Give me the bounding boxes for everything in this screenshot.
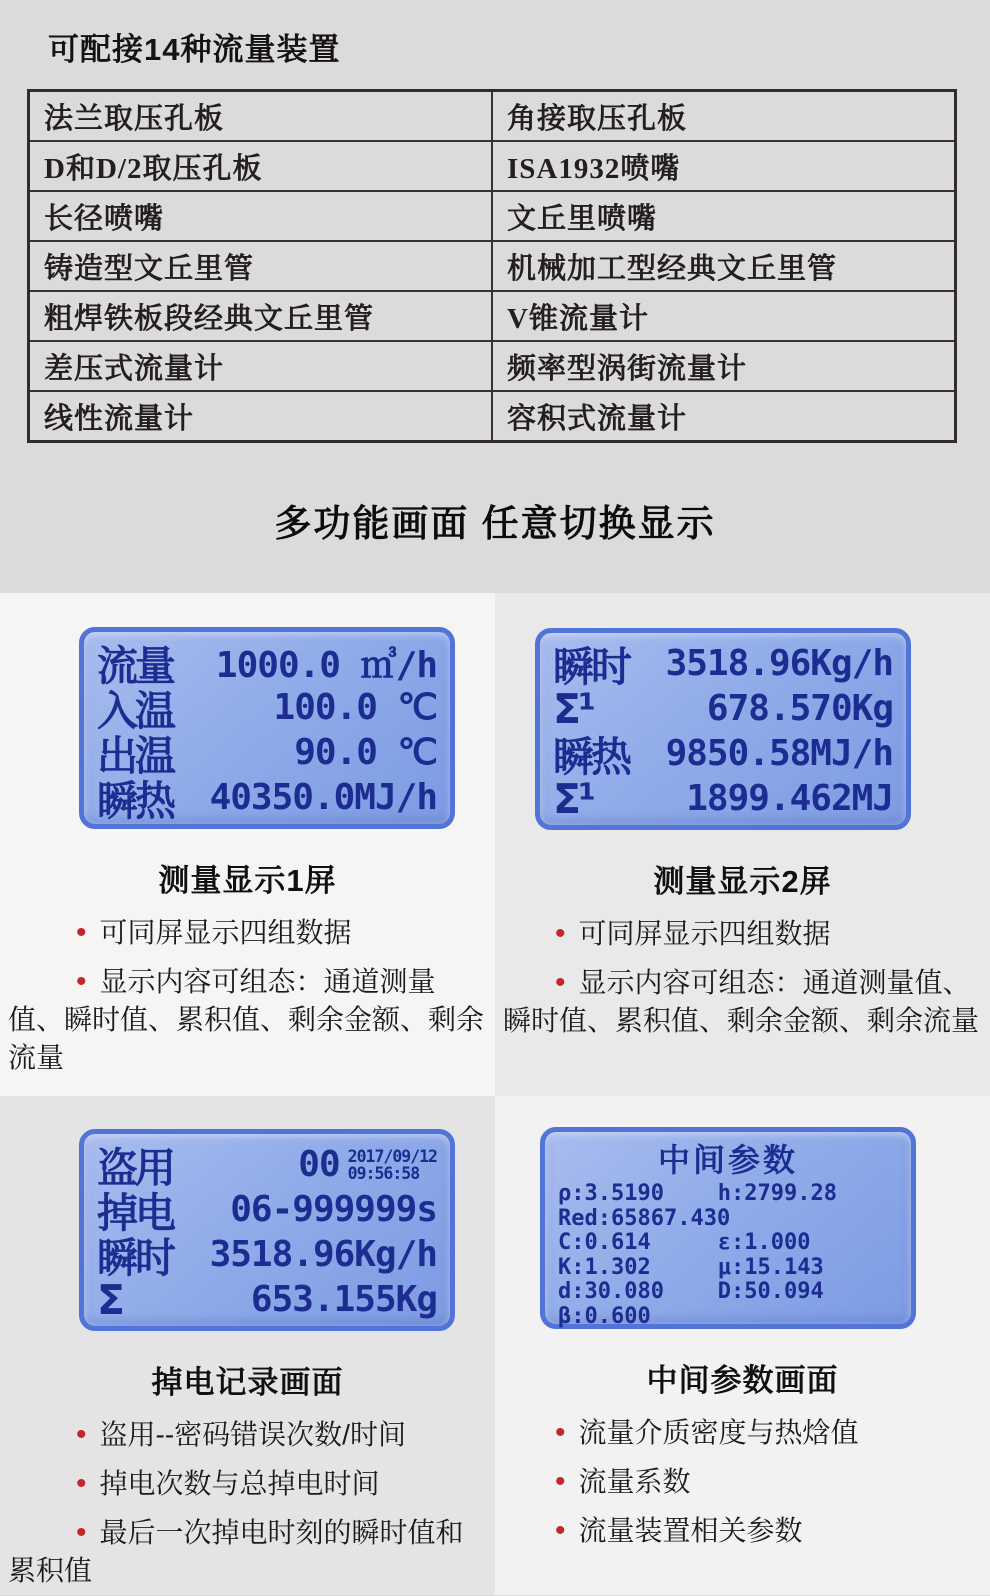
lcd-label: 瞬时 — [553, 643, 629, 691]
panel-measure-screen-2 — [495, 593, 990, 1096]
bullet-dot-icon: • — [555, 1465, 566, 1498]
device-cell: 长径喷嘴 — [29, 191, 493, 241]
device-cell: ISA1932喷嘴 — [492, 141, 956, 191]
list-item — [8, 1465, 489, 1503]
lcd-param: ρ:3.5190 — [558, 1181, 664, 1206]
device-cell: 角接取压孔板 — [492, 91, 956, 142]
lcd-row — [558, 1231, 898, 1256]
lcd-label: Σ¹ — [553, 684, 593, 733]
device-cell: 法兰取压孔板 — [29, 91, 493, 142]
device-cell: 容积式流量计 — [492, 391, 956, 442]
lcd-label: 瞬热 — [97, 777, 173, 825]
device-cell: 粗焊铁板段经典文丘里管 — [29, 291, 493, 341]
lcd-row — [553, 641, 893, 691]
table-row — [29, 141, 956, 191]
lcd-label: 入温 — [97, 687, 173, 735]
lcd-param: K:1.302 — [558, 1254, 651, 1280]
device-cell: 文丘里喷嘴 — [492, 191, 956, 241]
lcd-value: 678.570Kg — [706, 688, 893, 729]
bullet-text: 流量介质密度与热焓值 — [578, 1417, 859, 1448]
bullet-dot-icon: • — [76, 1418, 87, 1451]
panel-power-loss-record — [0, 1096, 495, 1595]
bullet-dot-icon: • — [76, 965, 87, 998]
bullet-text: 流量装置相关参数 — [578, 1515, 803, 1546]
lcd-value: 3518.96Kg/h — [665, 643, 893, 684]
lcd-label: Σ — [97, 1275, 123, 1324]
lcd-label: 瞬热 — [553, 733, 629, 781]
lcd-datetime — [348, 1148, 437, 1182]
device-cell: 频率型涡街流量计 — [492, 341, 956, 391]
lcd-value: 3518.96Kg/h — [209, 1234, 437, 1275]
bullet-list — [495, 915, 990, 1040]
lcd-value: 1000.0 ㎥/h — [215, 645, 437, 686]
lcd-screen-measure-2 — [535, 628, 911, 830]
screen-caption: 测量显示2屏 — [653, 864, 832, 899]
list-item — [503, 1463, 984, 1501]
lcd-screen-power-loss — [79, 1129, 455, 1331]
list-item — [8, 1416, 489, 1454]
lcd-label: 出温 — [97, 732, 173, 780]
lcd-row — [558, 1280, 898, 1305]
lcd-label: 掉电 — [97, 1189, 173, 1237]
bullet-text: 流量系数 — [578, 1466, 691, 1497]
lcd-param: C:0.614 — [558, 1230, 651, 1255]
table-row — [29, 241, 956, 291]
bullet-dot-icon: • — [555, 1514, 566, 1547]
lcd-row — [558, 1256, 898, 1281]
lcd-row — [558, 1305, 898, 1330]
bullet-list — [0, 914, 495, 1077]
bullet-text: 盗用--密码错误次数/时间 — [99, 1419, 406, 1450]
page-title: 可配接14种流量装置 — [48, 32, 341, 67]
screen-caption: 中间参数画面 — [646, 1363, 839, 1398]
table-row — [29, 191, 956, 241]
bullet-dot-icon: • — [76, 1516, 87, 1549]
lcd-param: ε:1.000 — [717, 1230, 811, 1255]
lcd-row — [558, 1182, 898, 1207]
list-item — [503, 1512, 984, 1550]
bullet-list — [495, 1414, 990, 1550]
lcd-param: h:2799.28 — [717, 1181, 838, 1206]
lcd-label: 流量 — [97, 642, 173, 690]
lcd-time: 09:56:58 — [347, 1163, 420, 1183]
screens-grid — [0, 593, 990, 1595]
lcd-row — [97, 775, 437, 825]
screen-caption: 测量显示1屏 — [158, 863, 337, 898]
lcd-label: Σ¹ — [553, 774, 593, 823]
bullet-list — [0, 1416, 495, 1590]
lcd-param: D:50.094 — [717, 1279, 824, 1304]
lcd-row — [97, 1232, 437, 1282]
lcd-param — [730, 1207, 898, 1232]
lcd-title: 中间参数 — [657, 1141, 798, 1179]
lcd-value: 90.0 ℃ — [294, 732, 437, 773]
bullet-text: 显示内容可组态：通道测量值、瞬时值、累积值、剩余金额、剩余流量 — [503, 967, 980, 1036]
lcd-value: 00 — [298, 1144, 340, 1185]
device-cell: 铸造型文丘里管 — [29, 241, 493, 291]
device-cell: D和D/2取压孔板 — [29, 141, 493, 191]
bullet-text: 最后一次掉电时刻的瞬时值和累积值 — [8, 1517, 464, 1586]
lcd-param: Red:65867.430 — [558, 1205, 731, 1231]
lcd-row — [553, 731, 893, 781]
lcd-row — [97, 1277, 437, 1322]
lcd-param: β:0.600 — [558, 1303, 651, 1329]
lcd-value: 100.0 ℃ — [273, 687, 437, 728]
table-row — [29, 91, 956, 142]
lcd-value: 653.155Kg — [250, 1279, 437, 1320]
lcd-param: μ:15.143 — [717, 1254, 824, 1280]
table-row — [29, 341, 956, 391]
list-item — [503, 1414, 984, 1452]
table-row — [29, 391, 956, 442]
panel-measure-screen-1 — [0, 593, 495, 1096]
bullet-dot-icon: • — [555, 1416, 566, 1449]
section-heading: 多功能画面 任意切换显示 — [274, 503, 716, 544]
device-cell: 线性流量计 — [29, 391, 493, 442]
bullet-dot-icon: • — [555, 966, 566, 999]
lcd-value: 40350.0MJ/h — [209, 777, 437, 818]
top-section — [0, 0, 990, 593]
lcd-date: 2017/09/12 — [347, 1146, 437, 1166]
lcd-label: 盗用 — [97, 1144, 173, 1192]
device-cell: 差压式流量计 — [29, 341, 493, 391]
lcd-value: 1899.462MJ — [686, 778, 893, 819]
bullet-dot-icon: • — [76, 1467, 87, 1500]
table-row — [29, 291, 956, 341]
lcd-row — [558, 1207, 898, 1232]
list-item — [503, 915, 984, 953]
lcd-param: d:30.080 — [558, 1279, 664, 1304]
lcd-label: 瞬时 — [97, 1234, 173, 1282]
bullet-text: 掉电次数与总掉电时间 — [99, 1468, 380, 1499]
lcd-screen-intermediate-params — [540, 1127, 916, 1329]
device-cell: 机械加工型经典文丘里管 — [492, 241, 956, 291]
list-item — [8, 963, 489, 1077]
device-cell: V锥流量计 — [492, 291, 956, 341]
lcd-row — [553, 776, 893, 821]
list-item — [8, 914, 489, 952]
panel-intermediate-params — [495, 1096, 990, 1595]
lcd-value: 06-999999s — [230, 1189, 437, 1230]
bullet-dot-icon: • — [76, 916, 87, 949]
lcd-screen-measure-1 — [79, 627, 455, 829]
bullet-text: 显示内容可组态：通道测量值、瞬时值、累积值、剩余金额、剩余流量 — [8, 966, 485, 1073]
list-item — [503, 964, 984, 1040]
bullet-text: 可同屏显示四组数据 — [578, 918, 831, 949]
lcd-param — [718, 1305, 898, 1330]
list-item — [8, 1514, 489, 1590]
screen-caption: 掉电记录画面 — [151, 1365, 344, 1400]
bullet-text: 可同屏显示四组数据 — [99, 917, 352, 948]
bullet-dot-icon: • — [555, 917, 566, 950]
device-table — [27, 89, 957, 443]
lcd-value: 9850.58MJ/h — [665, 733, 893, 774]
